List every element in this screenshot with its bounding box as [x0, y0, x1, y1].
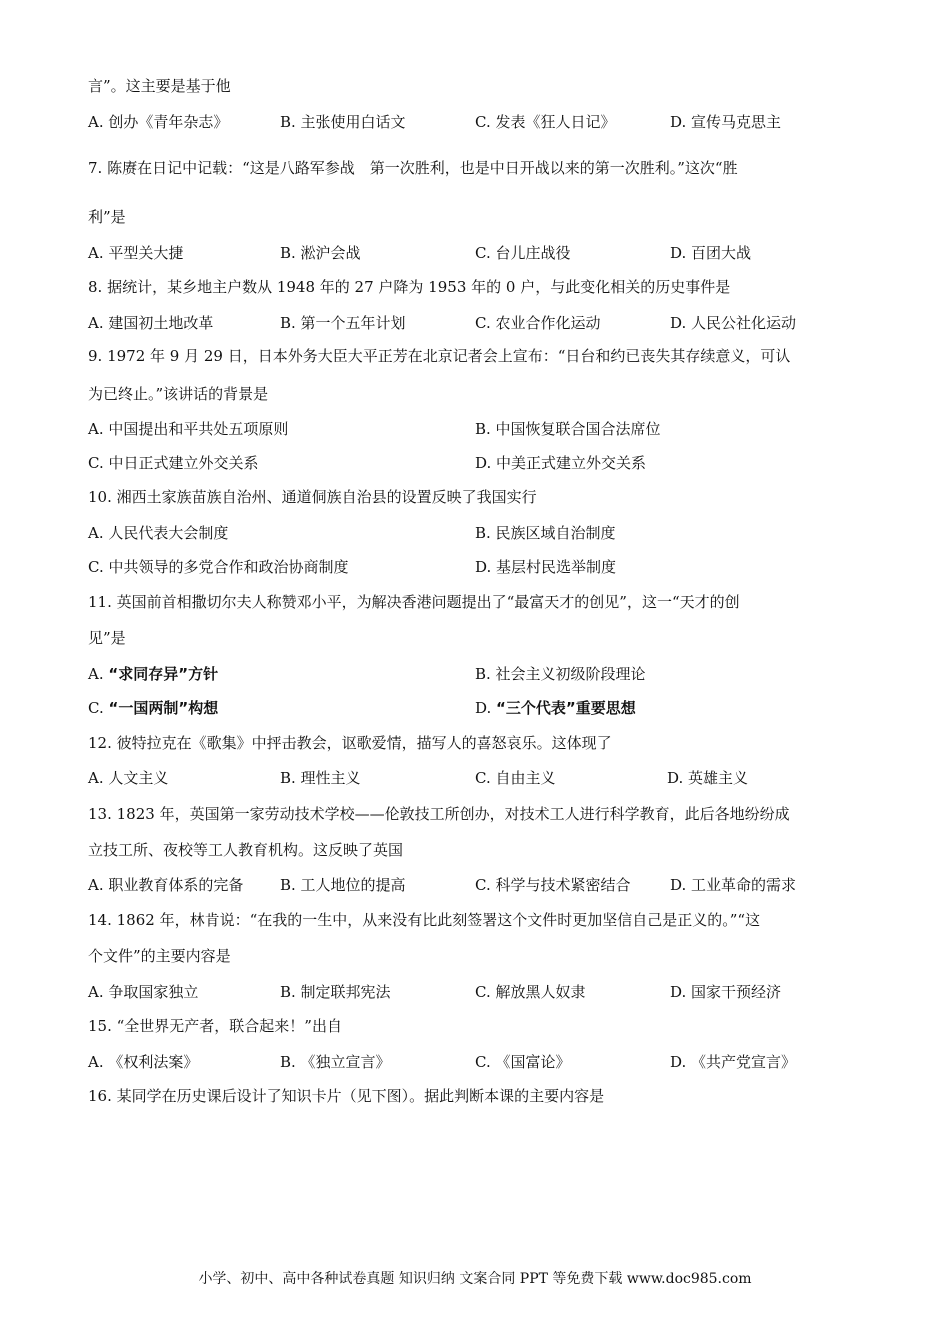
- q15-option-c: C. 《国富论》: [475, 1053, 571, 1071]
- q8-option-b: B. 第一个五年计划: [280, 314, 406, 332]
- q8-option-c: C. 农业合作化运动: [475, 314, 601, 332]
- question-10-stem: 10. 湘西土家族苗族自治州、通道侗族自治县的设置反映了我国实行: [88, 488, 537, 506]
- q11-option-a-text: “求同存异”方针: [108, 665, 219, 683]
- question-15-stem: 15. “全世界无产者，联合起来！”出自: [88, 1017, 342, 1035]
- option-b: B. 主张使用白话文: [280, 113, 406, 131]
- question-13-stem: 13. 1823 年，英国第一家劳动技术学校——伦敦技工所创办，对技术工人进行科学教育，此后各地纷纷成: [88, 805, 790, 823]
- page-footer: 小学、初中、高中各种试卷真题 知识归纳 文案合同 PPT 等免费下载 www.doc985.com: [198, 1271, 752, 1287]
- q10-option-a: A. 人民代表大会制度: [88, 524, 229, 542]
- q10-option-b: B. 民族区域自治制度: [475, 524, 616, 542]
- q11-option-d-text: “三个代表”重要思想: [496, 699, 636, 717]
- q11-option-c-letter: C.: [88, 699, 104, 717]
- question-7-stem: 7. 陈赓在日记中记载：“这是八路军参战 第一次胜利，也是中日开战以来的第一次胜利。”这次“胜: [88, 159, 738, 177]
- q12-option-a: A. 人文主义: [88, 769, 169, 787]
- question-continuation: 言”。这主要是基于他: [88, 77, 231, 95]
- question-14-stem: 14. 1862 年，林肯说：“在我的一生中，从来没有比此刻签署这个文件时更加坚信自己是正义的。”“这: [88, 911, 761, 929]
- q15-option-a: A. 《权利法案》: [88, 1053, 199, 1071]
- question-12-stem: 12. 彼特拉克在《歌集》中抨击教会，讴歌爱情，描写人的喜怒哀乐。这体现了: [88, 734, 612, 752]
- q11-option-b: B. 社会主义初级阶段理论: [475, 665, 646, 683]
- q8-option-d: D. 人民公社化运动: [670, 314, 797, 332]
- option-d: D. 宣传马克思主: [670, 113, 782, 131]
- q13-option-d: D. 工业革命的需求: [670, 876, 797, 894]
- q11-option-a: [88, 664, 218, 684]
- q7-option-b: B. 淞沪会战: [280, 244, 361, 262]
- q9-option-a: A. 中国提出和平共处五项原则: [88, 420, 289, 438]
- q14-option-c: C. 解放黑人奴隶: [475, 983, 586, 1001]
- question-13-stem-cont: 立技工所、夜校等工人教育机构。这反映了英国: [88, 841, 404, 859]
- q12-option-b: B. 理性主义: [280, 769, 361, 787]
- q11-option-c-text: “一国两制”构想: [108, 699, 219, 717]
- q13-option-b: B. 工人地位的提高: [280, 876, 406, 894]
- q13-option-a: A. 职业教育体系的完备: [88, 876, 244, 894]
- q12-option-c: C. 自由主义: [475, 769, 556, 787]
- q9-option-d: D. 中美正式建立外交关系: [475, 454, 647, 472]
- q15-option-d: D. 《共产党宣言》: [670, 1053, 797, 1071]
- q13-option-c: C. 科学与技术紧密结合: [475, 876, 631, 894]
- q11-option-d: [475, 698, 636, 718]
- q14-option-a: A. 争取国家独立: [88, 983, 199, 1001]
- question-14-stem-cont: 个文件”的主要内容是: [88, 947, 231, 965]
- q11-option-d-letter: D.: [475, 699, 492, 717]
- q8-option-a: A. 建国初土地改革: [88, 314, 214, 332]
- q12-option-d: D. 英雄主义: [667, 769, 749, 787]
- question-11-stem: 11. 英国前首相撒切尔夫人称赞邓小平，为解决香港问题提出了“最富天才的创见”，这一“天才的创: [88, 593, 740, 611]
- q7-option-d: D. 百团大战: [670, 244, 752, 262]
- option-c: C. 发表《狂人日记》: [475, 113, 616, 131]
- q9-option-b: B. 中国恢复联合国合法席位: [475, 420, 661, 438]
- question-8-stem: 8. 据统计，某乡地主户数从 1948 年的 27 户降为 1953 年的 0 户，与此变化相关的历史事件是: [88, 278, 731, 296]
- q15-option-b: B. 《独立宣言》: [280, 1053, 391, 1071]
- question-7-stem-cont: 利”是: [88, 208, 126, 226]
- q10-option-c: C. 中共领导的多党合作和政治协商制度: [88, 558, 349, 576]
- question-16-stem: 16. 某同学在历史课后设计了知识卡片（见下图）。据此判断本课的主要内容是: [88, 1087, 605, 1105]
- q14-option-b: B. 制定联邦宪法: [280, 983, 391, 1001]
- option-a: A. 创办《青年杂志》: [88, 113, 229, 131]
- question-9-stem-cont: 为已终止。”该讲话的背景是: [88, 385, 269, 403]
- q7-option-c: C. 台儿庄战役: [475, 244, 571, 262]
- q9-option-c: C. 中日正式建立外交关系: [88, 454, 259, 472]
- q14-option-d: D. 国家干预经济: [670, 983, 782, 1001]
- question-11-stem-cont: 见”是: [88, 629, 126, 647]
- q11-option-c: [88, 698, 218, 718]
- q10-option-d: D. 基层村民选举制度: [475, 558, 617, 576]
- q11-option-a-letter: A.: [88, 665, 104, 683]
- q7-option-a: A. 平型关大捷: [88, 244, 184, 262]
- question-9-stem: 9. 1972 年 9 月 29 日，日本外务大臣大平正芳在北京记者会上宣布：“日台和约已丧失其存续意义，可认: [88, 347, 791, 365]
